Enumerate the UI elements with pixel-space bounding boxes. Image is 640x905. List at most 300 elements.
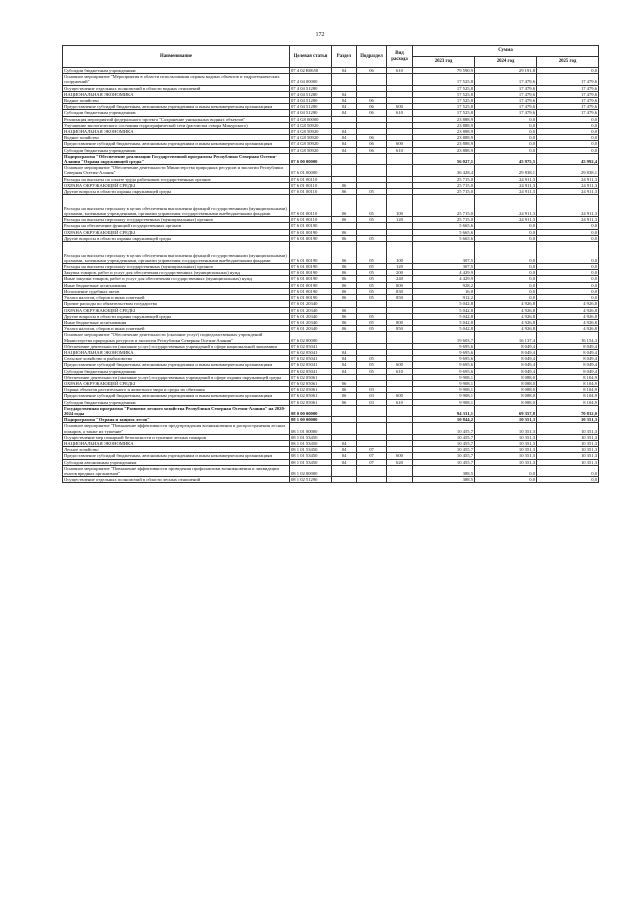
row-expense: 610 [387, 68, 413, 74]
row-section [332, 332, 357, 343]
row-2024: 10 351,3 [475, 453, 537, 459]
row-target: 08 1 01 53450 [290, 434, 332, 440]
row-2023: 17 525,8 [413, 85, 475, 91]
row-target: 07 6 02 05041 [290, 349, 332, 355]
row-section: 04 [332, 110, 357, 116]
row-2024: 8 088,0 [475, 393, 537, 399]
row-2023: 23 888,9 [413, 147, 475, 153]
row-target: 07 4 04 51280 [290, 110, 332, 116]
row-2023: 5 042,8 [413, 326, 475, 332]
row-2025: 8 104,9 [537, 399, 599, 405]
row-target: 07 6 01 00190 [290, 295, 332, 301]
row-section: 04 [332, 356, 357, 362]
row-section [332, 423, 357, 434]
row-2025: 24 911,3 [537, 195, 599, 217]
row-2023: 9 908,1 [413, 387, 475, 393]
row-2023: 307,5 [413, 264, 475, 270]
row-2024: 8 088,0 [475, 399, 537, 405]
row-target: 07 6 02 05061 [290, 399, 332, 405]
row-subsection: 05 [357, 288, 387, 294]
row-name: Улучшение экологического состояния гидрографической сети (расчистка створа Микурского) [63, 122, 290, 128]
row-subsection: 06 [357, 147, 387, 153]
row-target: 08 1 01 53450 [290, 453, 332, 459]
row-section: 06 [332, 307, 357, 313]
row-2025: 4 926,8 [537, 301, 599, 307]
row-name: Иные бюджетные ассигнования [63, 319, 290, 325]
row-subsection: 05 [357, 217, 387, 223]
row-2025: 10 351,3 [537, 440, 599, 446]
row-2023: 25 715,0 [413, 176, 475, 182]
row-2023: 10 455,7 [413, 447, 475, 453]
row-2025: 4 926,8 [537, 313, 599, 319]
row-section: 06 [332, 313, 357, 319]
row-2023: 9 908,1 [413, 399, 475, 405]
row-2023: 25 715,0 [413, 195, 475, 217]
row-name: Уплата налогов, сборов и иных платежей [63, 326, 290, 332]
row-subsection: 05 [357, 242, 387, 264]
row-2024: 29 838,1 [475, 165, 537, 176]
row-target: 07 4 04 51280 [290, 98, 332, 104]
row-2024: 24 911,3 [475, 182, 537, 188]
row-target: 07 4 04 51280 [290, 85, 332, 91]
row-2023: 23 888,9 [413, 141, 475, 147]
row-name: ОХРАНА ОКРУЖАЮЩЕЙ СРЕДЫ [63, 229, 290, 235]
row-target: 07 6 01 00190 [290, 229, 332, 235]
row-subsection [357, 332, 387, 343]
row-name: Осуществление мер пожарной безопасности и тушение лесных пожаров [63, 434, 290, 440]
row-expense: 620 [387, 459, 413, 465]
row-expense: 800 [387, 319, 413, 325]
row-2024: 8 049,4 [475, 349, 537, 355]
row-target: 07 6 02 05041 [290, 343, 332, 349]
row-section: 04 [332, 104, 357, 110]
table-body [63, 68, 599, 483]
row-name: Закупка товаров, работ и услуг для обеспечения государственных (муниципальных) нужд [63, 270, 290, 276]
row-expense: 610 [387, 399, 413, 405]
row-section [332, 74, 357, 85]
row-section: 06 [332, 229, 357, 235]
row-target: 08 1 01 00000 [290, 423, 332, 434]
row-2023: 25 715,0 [413, 217, 475, 223]
row-2025: 0,0 [537, 141, 599, 147]
row-subsection: 05 [357, 189, 387, 195]
header-target: Целевая статья [290, 46, 332, 68]
row-target: 08 1 02 51290 [290, 477, 332, 483]
row-section: 06 [332, 270, 357, 276]
row-2025: 8 104,9 [537, 380, 599, 386]
row-name: Водное хозяйство [63, 98, 290, 104]
row-target: 07 6 02 05041 [290, 356, 332, 362]
row-2023: 25 715,0 [413, 182, 475, 188]
row-2024: 4 926,8 [475, 319, 537, 325]
row-name: ОХРАНА ОКРУЖАЮЩЕЙ СРЕДЫ [63, 307, 290, 313]
row-name: Другие вопросы в области охраны окружающей среды [63, 235, 290, 241]
row-2025: 24 911,3 [537, 189, 599, 195]
row-target: 07 6 01 00190 [290, 223, 332, 229]
row-name: НАЦИОНАЛЬНАЯ ЭКОНОМИКА [63, 91, 290, 97]
row-name: Уплата налогов, сборов и иных платежей [63, 295, 290, 301]
row-expense: 240 [387, 276, 413, 282]
row-2025: 0,0 [537, 295, 599, 301]
table-row [63, 242, 599, 264]
row-subsection: 05 [357, 282, 387, 288]
row-2024: 69 357,8 [475, 405, 537, 416]
table-row [63, 153, 599, 164]
row-target: 07 6 02 00000 [290, 332, 332, 343]
row-target: 08 1 00 00000 [290, 417, 332, 423]
row-target: 07 6 01 00190 [290, 270, 332, 276]
row-subsection: 06 [357, 141, 387, 147]
table-row [63, 405, 599, 416]
row-subsection: 06 [357, 110, 387, 116]
row-subsection [357, 465, 387, 476]
row-2024: 10 351,3 [475, 440, 537, 446]
row-subsection: 05 [357, 295, 387, 301]
row-name: Основное мероприятие "Обеспечение деятельности Министерства природных ресурсов и экологии Республики Северная Осетия-Алания" [63, 165, 290, 176]
row-2023: 307,5 [413, 242, 475, 264]
row-name: НАЦИОНАЛЬНАЯ ЭКОНОМИКА [63, 349, 290, 355]
row-subsection: 05 [357, 235, 387, 241]
row-2024: 0,0 [475, 276, 537, 282]
row-name: Расходы на выплаты персоналу в целях обеспечения выполнения функций государственными (муниципальными) органами, казенными учреждениями, органами управления государственными внебюджетными фондами [63, 195, 290, 217]
row-section: 06 [332, 399, 357, 405]
row-subsection: 06 [357, 104, 387, 110]
budget-table [62, 45, 599, 483]
row-2023: 388,5 [413, 477, 475, 483]
row-expense: 850 [387, 326, 413, 332]
row-target: 07 4 G8 00000 [290, 116, 332, 122]
row-2025: 0,0 [537, 288, 599, 294]
row-target: 07 6 01 00190 [290, 276, 332, 282]
row-target: 07 6 01 00190 [290, 288, 332, 294]
row-2024: 24 911,3 [475, 195, 537, 217]
row-section [332, 405, 357, 416]
row-name: Обеспечение деятельности (оказание услуг) государственных учреждений в сфере национальной экономики [63, 343, 290, 349]
row-expense [387, 165, 413, 176]
row-section: 04 [332, 141, 357, 147]
row-2024: 0,0 [475, 270, 537, 276]
row-2024: 0,0 [475, 129, 537, 135]
row-2025: 17 479,6 [537, 98, 599, 104]
row-2023: 16,0 [413, 288, 475, 294]
row-section [332, 477, 357, 483]
row-section: 04 [332, 447, 357, 453]
row-expense: 120 [387, 217, 413, 223]
row-name: Предоставление субсидий бюджетным, автономным учреждениям и иным некоммерческим организациям [63, 362, 290, 368]
row-target: 07 4 04 00000 [290, 74, 332, 85]
row-2023: 36 428,4 [413, 165, 475, 176]
row-name: Субсидии бюджетным учреждениям [63, 110, 290, 116]
row-subsection: 03 [357, 393, 387, 399]
row-name: Предоставление субсидий бюджетным, автономным учреждениям и иным некоммерческим организациям [63, 393, 290, 399]
row-2024: 10 351,3 [475, 434, 537, 440]
row-2025: 0,0 [537, 147, 599, 153]
row-section: 04 [332, 453, 357, 459]
table-row [63, 465, 599, 476]
row-subsection [357, 74, 387, 85]
row-2024: 17 479,6 [475, 110, 537, 116]
row-expense: 100 [387, 195, 413, 217]
row-2025: 8 049,4 [537, 343, 599, 349]
row-2025: 10 351,3 [537, 434, 599, 440]
row-2025: 4 926,8 [537, 307, 599, 313]
row-target: 07 6 02 05061 [290, 374, 332, 380]
row-2024: 4 926,8 [475, 307, 537, 313]
row-section: 06 [332, 182, 357, 188]
row-name: Осуществление отдельных полномочий в области водных отношений [63, 85, 290, 91]
row-2025: 0,0 [537, 116, 599, 122]
row-2024: 17 479,6 [475, 104, 537, 110]
row-2025: 8 104,9 [537, 387, 599, 393]
row-section: 06 [332, 276, 357, 282]
row-2023: 5 042,8 [413, 313, 475, 319]
row-target: 07 6 02 05061 [290, 387, 332, 393]
row-2025: 0,0 [537, 68, 599, 74]
row-section: 04 [332, 147, 357, 153]
row-2023: 9 695,6 [413, 343, 475, 349]
row-name: НАЦИОНАЛЬНАЯ ЭКОНОМИКА [63, 440, 290, 446]
row-2024: 8 049,4 [475, 368, 537, 374]
row-expense: 610 [387, 110, 413, 116]
row-2024: 0,0 [475, 465, 537, 476]
row-target: 07 6 01 00110 [290, 182, 332, 188]
row-2024: 17 479,6 [475, 91, 537, 97]
row-2024: 0,0 [475, 141, 537, 147]
row-2025: 17 479,6 [537, 104, 599, 110]
row-section: 04 [332, 368, 357, 374]
row-subsection: 05 [357, 319, 387, 325]
row-2025: 0,0 [537, 270, 599, 276]
row-2025: 0,0 [537, 276, 599, 282]
row-name: Расходы на выплаты персоналу в целях обеспечения выполнения функций государственными (муниципальными) органами, казенными учреждениями, органами управления государственными внебюджетными фондами [63, 242, 290, 264]
row-2024: 29 191,8 [475, 68, 537, 74]
row-2024: 10 351,3 [475, 423, 537, 434]
row-name: Основное мероприятие "Мероприятия в области использования охраны водных объектов и гидротехнических сооружений" [63, 74, 290, 85]
row-expense: 610 [387, 147, 413, 153]
row-expense [387, 332, 413, 343]
row-name: Субсидии автономным учреждениям [63, 459, 290, 465]
row-2025: 29 838,1 [537, 165, 599, 176]
row-subsection [357, 477, 387, 483]
row-2024: 0,0 [475, 147, 537, 153]
row-2024: 8 049,4 [475, 362, 537, 368]
row-expense: 100 [387, 242, 413, 264]
row-target: 07 6 01 20340 [290, 307, 332, 313]
row-target: 07 6 01 00190 [290, 264, 332, 270]
row-2023: 4 429,9 [413, 270, 475, 276]
row-2023: 23 888,9 [413, 129, 475, 135]
row-name: Сельское хозяйство и рыболовство [63, 356, 290, 362]
header-subsection: Подраздел [357, 46, 387, 68]
row-name: Государственная программа "Развитие лесного хозяйства Республики Северная Осетия-Алания" на 2020-2024 годы [63, 405, 290, 416]
row-2023: 388,5 [413, 465, 475, 476]
row-2024: 17 479,6 [475, 74, 537, 85]
row-2025: 0,0 [537, 223, 599, 229]
row-section: 04 [332, 362, 357, 368]
row-target: 07 6 01 00110 [290, 189, 332, 195]
row-2024: 0,0 [475, 122, 537, 128]
row-expense: 600 [387, 393, 413, 399]
row-2024: 0,0 [475, 282, 537, 288]
row-subsection: 05 [357, 276, 387, 282]
row-2025: 10 351,3 [537, 423, 599, 434]
row-2025: 10 351,3 [537, 453, 599, 459]
row-subsection: 06 [357, 68, 387, 74]
row-2023: 4 429,9 [413, 276, 475, 282]
header-2025: 2025 год [537, 57, 599, 68]
row-target: 07 6 01 00110 [290, 217, 332, 223]
row-2024: 0,0 [475, 242, 537, 264]
row-2025: 17 479,6 [537, 91, 599, 97]
row-2023: 5 042,8 [413, 301, 475, 307]
table-row [63, 332, 599, 343]
row-2024: 10 351,3 [475, 417, 537, 423]
row-2023: 10 455,7 [413, 440, 475, 446]
row-section [332, 465, 357, 476]
row-section: 04 [332, 98, 357, 104]
row-2023: 9 908,1 [413, 393, 475, 399]
row-section: 06 [332, 282, 357, 288]
row-name: Субсидии бюджетным учреждениям [63, 368, 290, 374]
row-2023: 9 695,6 [413, 356, 475, 362]
row-target: 07 6 01 20340 [290, 326, 332, 332]
row-2023: 10 455,7 [413, 434, 475, 440]
row-name: Лесное хозяйство [63, 447, 290, 453]
row-2023: 79 590,9 [413, 68, 475, 74]
row-target: 08 1 01 53450 [290, 459, 332, 465]
row-name: Субсидии бюджетным учреждениям [63, 399, 290, 405]
row-section: 06 [332, 295, 357, 301]
row-subsection: 05 [357, 326, 387, 332]
row-section: 06 [332, 189, 357, 195]
row-2023: 10 455,7 [413, 459, 475, 465]
row-subsection: 05 [357, 356, 387, 362]
row-2025: 17 479,6 [537, 85, 599, 91]
row-2024: 8 049,4 [475, 356, 537, 362]
row-subsection: 05 [357, 368, 387, 374]
row-name: Водное хозяйство [63, 135, 290, 141]
row-name: Основное мероприятие "Обеспечение деятельности (оказание услуг) подведомственных учреждений Министерства природных ресурсов и экологии Республики Северная Осетия-Алания" [63, 332, 290, 343]
row-2025: 0,0 [537, 282, 599, 288]
row-2024: 0,0 [475, 295, 537, 301]
row-section: 06 [332, 288, 357, 294]
row-2025: 17 479,6 [537, 74, 599, 85]
row-2025: 10 351,3 [537, 417, 599, 423]
row-target: 07 6 02 05041 [290, 362, 332, 368]
row-section: 04 [332, 129, 357, 135]
table-row [63, 74, 599, 85]
row-2025: 0,0 [537, 229, 599, 235]
row-2025: 24 911,3 [537, 176, 599, 182]
row-section: 06 [332, 393, 357, 399]
row-2023: 9 695,6 [413, 362, 475, 368]
row-2023: 94 331,1 [413, 405, 475, 416]
row-target: 07 6 02 05041 [290, 368, 332, 374]
row-2025: 4 926,8 [537, 319, 599, 325]
row-2025: 70 832,0 [537, 405, 599, 416]
row-subsection [357, 423, 387, 434]
row-target: 07 4 04 51280 [290, 104, 332, 110]
row-2023: 23 888,9 [413, 135, 475, 141]
row-name: Субсидии бюджетным учреждениям [63, 68, 290, 74]
row-subsection: 06 [357, 98, 387, 104]
row-target: 07 4 04 51280 [290, 91, 332, 97]
row-subsection: 07 [357, 459, 387, 465]
row-2025: 17 479,6 [537, 110, 599, 116]
row-2023: 5 042,8 [413, 319, 475, 325]
row-name: ОХРАНА ОКРУЖАЮЩЕЙ СРЕДЫ [63, 182, 290, 188]
row-subsection [357, 165, 387, 176]
row-2023: 17 525,8 [413, 91, 475, 97]
row-section: 06 [332, 326, 357, 332]
row-target: 07 6 01 00110 [290, 176, 332, 182]
row-name: Расходы на выплаты персоналу государственных (муниципальных) органов [63, 217, 290, 223]
row-2023: 17 525,8 [413, 74, 475, 85]
row-target: 07 6 01 00110 [290, 195, 332, 217]
row-section: 06 [332, 217, 357, 223]
row-2023: 17 525,8 [413, 98, 475, 104]
row-name: Исполнение судебных актов [63, 288, 290, 294]
header-2023: 2023 год [413, 57, 475, 68]
row-expense [387, 74, 413, 85]
row-expense: 600 [387, 362, 413, 368]
row-name: Охрана объектов растительного и животного мира и среды их обитания [63, 387, 290, 393]
row-2025: 16 154,3 [537, 332, 599, 343]
row-2024: 4 926,8 [475, 326, 537, 332]
row-section: 06 [332, 319, 357, 325]
row-target: 07 4 G8 50920 [290, 141, 332, 147]
row-target: 07 4 G8 50920 [290, 135, 332, 141]
row-2023: 9 908,1 [413, 374, 475, 380]
row-name: Другие вопросы в области охраны окружающей среды [63, 189, 290, 195]
row-name: Основное мероприятие "Повышение эффективности проведения профилактики возникновения и ликвидации очагов вредных организмов" [63, 465, 290, 476]
row-2023: 23 888,9 [413, 122, 475, 128]
row-2025: 24 911,3 [537, 217, 599, 223]
row-2024: 16 137,4 [475, 332, 537, 343]
row-2025: 4 926,8 [537, 326, 599, 332]
row-2024: 8 049,4 [475, 343, 537, 349]
row-2023: 17 525,8 [413, 104, 475, 110]
row-expense: 600 [387, 453, 413, 459]
row-target: 07 6 02 05061 [290, 393, 332, 399]
row-2023: 912,2 [413, 295, 475, 301]
row-section [332, 153, 357, 164]
table-row [63, 195, 599, 217]
row-target: 07 6 01 20340 [290, 301, 332, 307]
row-2024: 8 088,0 [475, 374, 537, 380]
row-name: Предоставление субсидий бюджетным, автономным учреждениям и иным некоммерческим организациям [63, 104, 290, 110]
row-name: Иные закупки товаров, работ и услуг для обеспечения государственных (муниципальных) нужд [63, 276, 290, 282]
row-2023: 9 695,6 [413, 368, 475, 374]
row-2024: 17 479,6 [475, 98, 537, 104]
row-2025: 0,0 [537, 477, 599, 483]
row-2024: 17 479,6 [475, 85, 537, 91]
row-2024: 0,0 [475, 135, 537, 141]
row-2025: 8 049,4 [537, 368, 599, 374]
row-2025: 0,0 [537, 465, 599, 476]
row-2024: 24 911,3 [475, 176, 537, 182]
row-2024: 0,0 [475, 223, 537, 229]
row-name: Иные бюджетные ассигнования [63, 282, 290, 288]
row-2024: 45 975,5 [475, 153, 537, 164]
header-2024: 2024 год [475, 57, 537, 68]
row-name: Расходы на обеспечение функций государственных органов [63, 223, 290, 229]
row-2025: 8 049,4 [537, 349, 599, 355]
row-target: 07 6 01 00190 [290, 282, 332, 288]
row-2024: 0,0 [475, 288, 537, 294]
row-2025: 0,0 [537, 122, 599, 128]
row-2023: 10 455,7 [413, 423, 475, 434]
